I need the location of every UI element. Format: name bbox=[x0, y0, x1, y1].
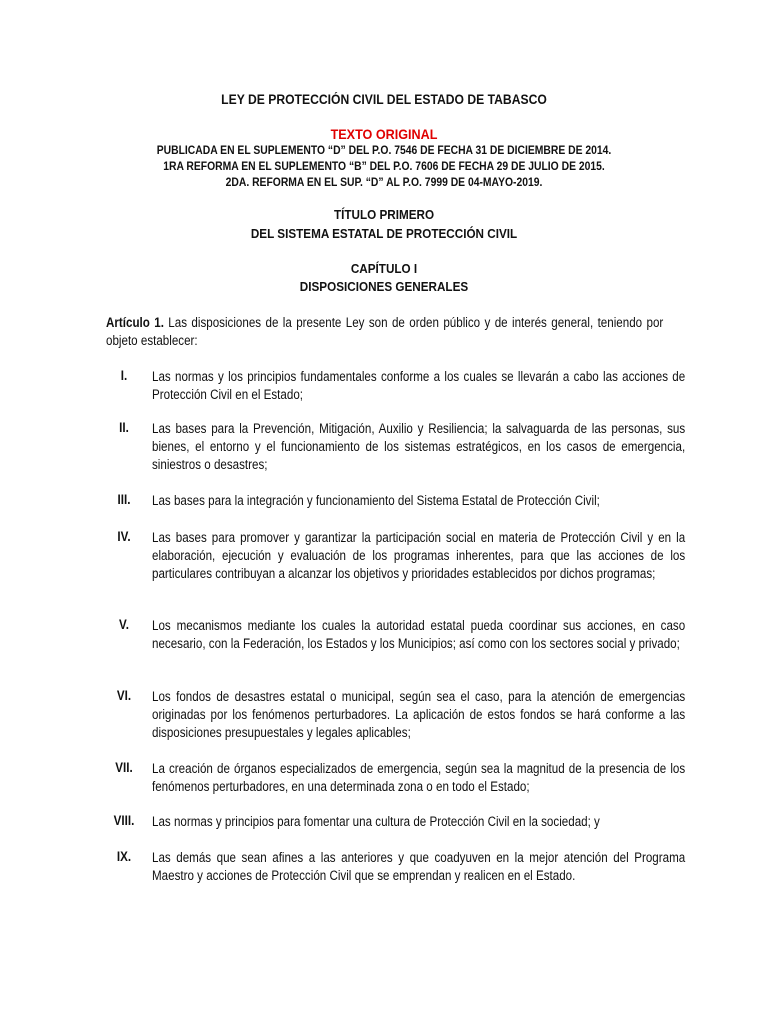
item-number: I. bbox=[120, 368, 128, 383]
publication-line: 2DA. REFORMA EN EL SUP. “D” AL P.O. 7999 DE 04-MAYO-2019. bbox=[225, 177, 543, 189]
item-number: III. bbox=[117, 492, 131, 507]
item-text: Los mecanismos mediante los cuales la autoridad estatal pueda coordinar sus acciones, en caso necesario, con la Federación, los Estados y los Municipios; así como con los sectores social y privado; bbox=[152, 618, 686, 651]
item-number: II. bbox=[119, 420, 129, 435]
item-number: IX. bbox=[116, 849, 132, 864]
titulo-heading: TÍTULO PRIMERO bbox=[333, 207, 435, 222]
status-label: TEXTO ORIGINAL bbox=[330, 126, 438, 142]
item-text: Las bases para promover y garantizar la participación social en materia de Protección Civil y en la elaboración, ejecución y evaluación de los programas inherentes, para que las acciones de los particulares contribuyan a alcanzar los objetivos y prioridades establecidos por dichos programas; bbox=[152, 530, 686, 581]
item-text: Las normas y los principios fundamentales conforme a los cuales se llevarán a cabo las acciones de Protección Civil en el Estado; bbox=[152, 369, 686, 402]
item-text: Los fondos de desastres estatal o municipal, según sea el caso, para la atención de emergencias originadas por los fenómenos perturbadores. La aplicación de estos fondos se hará conforme a las disposiciones presupuestales y legales aplicables; bbox=[152, 689, 686, 740]
titulo-subheading: DEL SISTEMA ESTATAL DE PROTECCIÓN CIVIL bbox=[250, 226, 518, 241]
item-number: VIII. bbox=[113, 813, 135, 828]
article-1-paragraph bbox=[106, 314, 663, 350]
item-text: Las bases para la Prevención, Mitigación, Auxilio y Resiliencia; la salvaguarda de las personas, sus bienes, el entorno y el funcionamiento de los sistemas estratégicos, en los casos de emergencia, siniestros o desastres; bbox=[152, 421, 686, 472]
capitulo-heading: CAPÍTULO I bbox=[350, 261, 418, 276]
item-text: Las bases para la integración y funcionamiento del Sistema Estatal de Protección Civil; bbox=[152, 493, 600, 508]
article-1-label: Artículo 1. bbox=[106, 315, 164, 330]
item-text: Las normas y principios para fomentar una cultura de Protección Civil en la sociedad; y bbox=[152, 814, 600, 829]
item-text: La creación de órganos especializados de emergencia, según sea la magnitud de la presencia de los fenómenos perturbadores, en una determinada zona o en todo el Estado; bbox=[152, 761, 686, 794]
capitulo-subheading: DISPOSICIONES GENERALES bbox=[299, 279, 469, 294]
item-number: V. bbox=[119, 617, 129, 632]
item-text: Las demás que sean afines a las anteriores y que coadyuven en la mejor atención del Programa Maestro y acciones de Protección Civil que se emprendan y realicen en el Estado. bbox=[152, 850, 686, 883]
item-number: IV. bbox=[117, 529, 131, 544]
item-number: VI. bbox=[116, 688, 132, 703]
publication-line: PUBLICADA EN EL SUPLEMENTO “D” DEL P.O. 7546 DE FECHA 31 DE DICIEMBRE DE 2014. bbox=[156, 145, 612, 157]
article-1-text: Las disposiciones de la presente Ley son de orden público y de interés general, teniendo por objeto establecer: bbox=[106, 315, 664, 348]
document-title: LEY DE PROTECCIÓN CIVIL DEL ESTADO DE TABASCO bbox=[221, 92, 547, 107]
item-number: VII. bbox=[115, 760, 133, 775]
publication-line: 1RA REFORMA EN EL SUPLEMENTO “B” DEL P.O. 7606 DE FECHA 29 DE JULIO DE 2015. bbox=[163, 161, 605, 173]
